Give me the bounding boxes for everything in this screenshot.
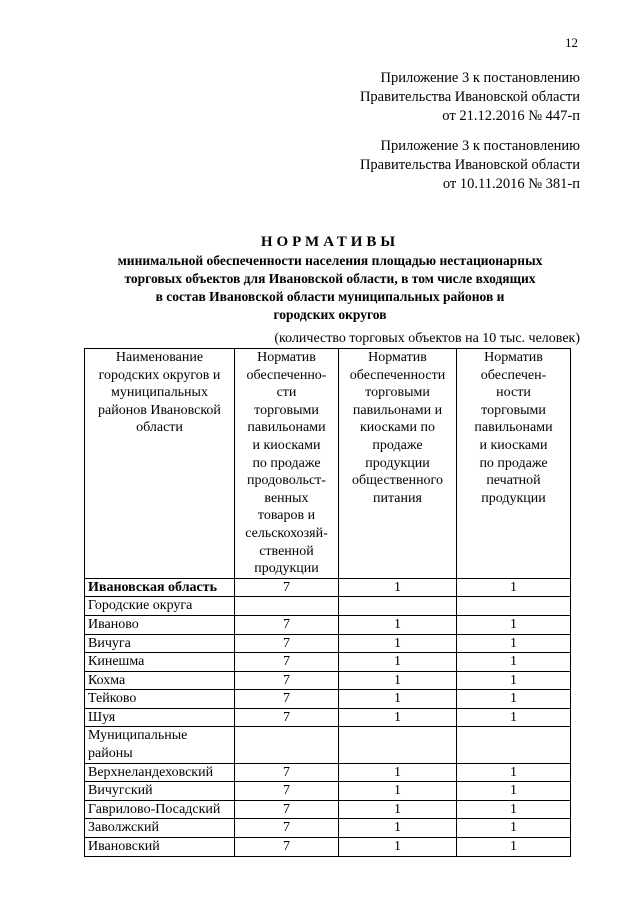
table-header-row xyxy=(85,349,571,579)
annex-line: Приложение 3 к постановлению xyxy=(380,138,580,154)
catering-norm-cell: 1 xyxy=(339,671,457,690)
header-line: торговыми xyxy=(481,402,546,418)
annex-line: от 21.12.2016 № 447-п xyxy=(442,108,580,124)
food-norm-cell: 7 xyxy=(235,800,339,819)
units-note: (количество торговых объектов на 10 тыс. человек) xyxy=(274,331,580,346)
food-norm-cell: 7 xyxy=(235,708,339,727)
print-norm-cell: 1 xyxy=(457,800,571,819)
print-norm-cell: 1 xyxy=(457,690,571,709)
header-food-norm xyxy=(235,349,339,579)
table-row xyxy=(85,615,571,634)
table-row xyxy=(85,727,571,763)
catering-norm-cell: 1 xyxy=(339,708,457,727)
catering-norm-cell: 1 xyxy=(339,578,457,597)
row-name-cell: Кохма xyxy=(85,671,235,690)
catering-norm-cell: 1 xyxy=(339,763,457,782)
table-row xyxy=(85,708,571,727)
header-line: продукции xyxy=(365,455,430,471)
table-row xyxy=(85,800,571,819)
food-norm-cell xyxy=(235,727,339,763)
row-name-cell: Вичугский xyxy=(85,782,235,801)
food-norm-cell: 7 xyxy=(235,671,339,690)
header-line: печатной xyxy=(486,473,541,489)
header-line: обеспечен- xyxy=(480,367,547,383)
food-norm-cell: 7 xyxy=(235,634,339,653)
header-line: районов Ивановской xyxy=(98,402,221,418)
food-norm-cell: 7 xyxy=(235,763,339,782)
food-norm-cell: 7 xyxy=(235,653,339,672)
print-norm-cell xyxy=(457,597,571,616)
header-catering-norm xyxy=(339,349,457,579)
food-norm-cell: 7 xyxy=(235,690,339,709)
catering-norm-cell: 1 xyxy=(339,800,457,819)
catering-norm-cell xyxy=(339,727,457,763)
header-line: сти xyxy=(276,385,297,401)
row-name-cell: Муниципальные районы xyxy=(85,727,235,763)
print-norm-cell: 1 xyxy=(457,653,571,672)
header-line: общественного xyxy=(352,473,443,489)
document-title-block xyxy=(70,232,590,324)
table-row xyxy=(85,671,571,690)
print-norm-cell: 1 xyxy=(457,819,571,838)
annex-line: Приложение 3 к постановлению xyxy=(380,70,580,86)
catering-norm-cell: 1 xyxy=(339,653,457,672)
header-line: Наименование xyxy=(115,350,204,365)
row-name-cell: Гаврилово-Посадский xyxy=(85,800,235,819)
row-name-cell: Городские округа xyxy=(85,597,235,616)
header-name-column xyxy=(85,349,235,579)
catering-norm-cell: 1 xyxy=(339,782,457,801)
annex-line: от 10.11.2016 № 381-п xyxy=(442,176,580,192)
row-name-cell: Заволжский xyxy=(85,819,235,838)
norms-table xyxy=(84,348,571,857)
subtitle-line: минимальной обеспеченности населения площадью нестационарных xyxy=(117,253,543,268)
print-norm-cell: 1 xyxy=(457,634,571,653)
food-norm-cell: 7 xyxy=(235,615,339,634)
print-norm-cell: 1 xyxy=(457,615,571,634)
header-line: питания xyxy=(373,490,422,506)
print-norm-cell: 1 xyxy=(457,578,571,597)
header-line: павильонами xyxy=(474,420,553,436)
row-name-cell: Тейково xyxy=(85,690,235,709)
header-line: городских округов и xyxy=(98,367,221,383)
catering-norm-cell: 1 xyxy=(339,634,457,653)
annex-line: Правительства Ивановской области xyxy=(359,89,580,105)
catering-norm-cell xyxy=(339,597,457,616)
annex-line: Правительства Ивановской области xyxy=(359,157,580,173)
header-line: торговыми xyxy=(365,385,430,401)
header-line: продукции xyxy=(254,561,319,577)
header-line: венных xyxy=(264,490,309,506)
catering-norm-cell: 1 xyxy=(339,838,457,857)
table-row xyxy=(85,634,571,653)
row-name-cell: Шуя xyxy=(85,708,235,727)
subtitle-line: торговых объектов для Ивановской области, в том числе входящих xyxy=(124,271,536,286)
catering-norm-cell: 1 xyxy=(339,690,457,709)
table-row xyxy=(85,763,571,782)
table-row xyxy=(85,653,571,672)
header-line: продовольст- xyxy=(247,473,326,489)
header-line: павильонами xyxy=(247,420,326,436)
row-name-cell: Ивановская область xyxy=(85,578,235,597)
header-line: ственной xyxy=(259,543,314,559)
print-norm-cell xyxy=(457,727,571,763)
food-norm-cell: 7 xyxy=(235,819,339,838)
header-line: муниципальных xyxy=(111,385,208,401)
print-norm-cell: 1 xyxy=(457,708,571,727)
catering-norm-cell: 1 xyxy=(339,615,457,634)
food-norm-cell xyxy=(235,597,339,616)
header-line: ности xyxy=(496,385,531,401)
header-line: и киосками xyxy=(479,437,548,453)
table-row xyxy=(85,782,571,801)
header-line: Норматив xyxy=(257,350,316,365)
header-print-norm xyxy=(457,349,571,579)
header-line: торговыми xyxy=(254,402,319,418)
header-line: павильонами и xyxy=(352,402,443,418)
annex-reference-2 xyxy=(360,137,580,194)
annex-reference-1 xyxy=(360,69,580,126)
table-row xyxy=(85,597,571,616)
header-line: Норматив xyxy=(484,350,543,365)
catering-norm-cell: 1 xyxy=(339,819,457,838)
document-title: НОРМАТИВЫ xyxy=(260,234,400,250)
header-line: обеспеченно- xyxy=(246,367,327,383)
food-norm-cell: 7 xyxy=(235,838,339,857)
subtitle-line: городских округов xyxy=(273,307,387,322)
food-norm-cell: 7 xyxy=(235,578,339,597)
row-name-cell: Иваново xyxy=(85,615,235,634)
header-line: по продаже xyxy=(479,455,548,471)
print-norm-cell: 1 xyxy=(457,671,571,690)
header-line: сельскохозяй- xyxy=(245,525,328,541)
subtitle-line: в состав Ивановской области муниципальных районов и xyxy=(155,289,505,304)
page-number: 12 xyxy=(565,35,578,50)
table-row xyxy=(85,819,571,838)
print-norm-cell: 1 xyxy=(457,782,571,801)
header-line: товаров и xyxy=(257,508,316,524)
row-name-cell: Кинешма xyxy=(85,653,235,672)
row-name-cell: Вичуга xyxy=(85,634,235,653)
table-body xyxy=(85,578,571,856)
table-row xyxy=(85,838,571,857)
header-line: продукции xyxy=(481,490,546,506)
table-row xyxy=(85,578,571,597)
header-line: продаже xyxy=(372,437,423,453)
header-line: области xyxy=(136,420,183,436)
header-line: Норматив xyxy=(368,350,427,365)
row-name-cell: Ивановский xyxy=(85,838,235,857)
row-name-cell: Верхнеландеховский xyxy=(85,763,235,782)
header-line: и киосками xyxy=(252,437,321,453)
header-line: обеспеченности xyxy=(349,367,446,383)
header-line: по продаже xyxy=(252,455,321,471)
print-norm-cell: 1 xyxy=(457,838,571,857)
print-norm-cell: 1 xyxy=(457,763,571,782)
table-row xyxy=(85,690,571,709)
header-line: киосками по xyxy=(359,420,435,436)
food-norm-cell: 7 xyxy=(235,782,339,801)
